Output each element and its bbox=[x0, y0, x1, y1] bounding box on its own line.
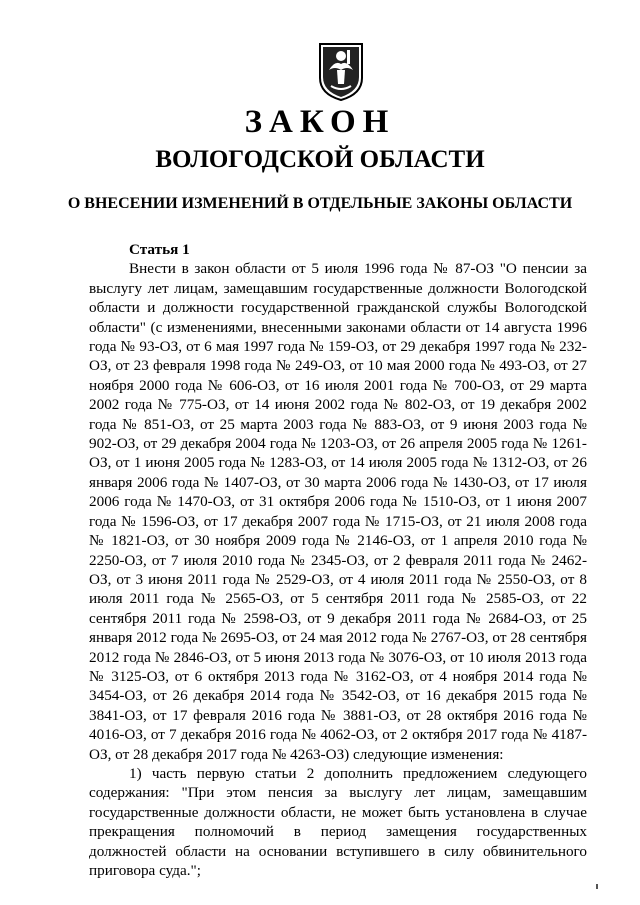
scan-mark bbox=[596, 884, 598, 889]
amendment-item: 1) часть первую статьи 2 дополнить предложением следующего содержания: "При этом пенсия за выслугу лет лицам, замещавшим государственные должности области, не может быть установлена в случае прекращения полномочий в период замещения государственных должностей области на основании вступившего в силу обвинительного приговора суда."; bbox=[89, 764, 587, 879]
article-paragraph: Внести в закон области от 5 июля 1996 года № 87-ОЗ "О пенсии за выслугу лет лицам, замещавшим государственные должности Вологодской области и должности государственной гражданской службы Вологодской области" (с изменениями, внесенными законами области от 14 августа 1996 года № 93-ОЗ, от 6 мая 1997 года № 159-ОЗ, от 29 декабря 1997 года № 232-ОЗ, от 23 февраля 1998 года № 249-ОЗ, от 10 мая 2000 года № 493-ОЗ, от 27 ноября 2000 года № 606-ОЗ, от 16 июля 2001 года № 700-ОЗ, от 29 марта 2002 года № 775-ОЗ, от 14 июня 2002 года № 802-ОЗ, от 19 декабря 2002 года № 851-ОЗ, от 25 марта 2003 года № 883-ОЗ, от 9 июня 2003 года № 902-ОЗ, от 29 декабря 2004 года № 1203-ОЗ, от 26 апреля 2005 года № 1261-ОЗ, от 1 июня 2005 года № 1283-ОЗ, от 14 июля 2005 года № 1312-ОЗ, от 26 января 2006 года № 1407-ОЗ, от 30 марта 2006 года № 1430-ОЗ, от 17 июля 2006 года № 1470-ОЗ, от 31 октября 2006 года № 1510-ОЗ, от 1 июня 2007 года № 1596-ОЗ, от 17 декабря 2007 года № 1715-ОЗ, от 21 июля 2008 года № 1821-ОЗ, от 30 ноября 2009 года № 2146-ОЗ, от 1 апреля 2010 года № 2250-ОЗ, от 7 июля 2010 года № 2345-ОЗ, от 2 февраля 2011 года № 2462-ОЗ, от 3 июня 2011 года № 2529-ОЗ, от 4 июля 2011 года № 2550-ОЗ, от 8 июля 2011 года № 2565-ОЗ, от 5 сентября 2011 года № 2585-ОЗ, от 22 сентября 2011 года № 2598-ОЗ, от 9 декабря 2011 года № 2684-ОЗ, от 25 января 2012 года № 2695-ОЗ, от 24 мая 2012 года № 2767-ОЗ, от 28 сентября 2012 года № 2846-ОЗ, от 5 июня 2013 года № 3076-ОЗ, от 10 июля 2013 года № 3125-ОЗ, от 6 октября 2013 года № 3162-ОЗ, от 4 ноября 2014 года № 3454-ОЗ, от 26 декабря 2014 года № 3542-ОЗ, от 16 декабря 2015 года № 3841-ОЗ, от 17 февраля 2016 года № 3881-ОЗ, от 28 октября 2016 года № 4016-ОЗ, от 7 декабря 2016 года № 4062-ОЗ, от 2 октября 2017 года № 4187-ОЗ, от 28 декабря 2017 года № 4263-ОЗ) следующие изменения: bbox=[89, 260, 587, 763]
document-body bbox=[89, 240, 587, 880]
document-subtitle: ВОЛОГОДСКОЙ ОБЛАСТИ bbox=[155, 146, 485, 173]
article-label: Статья 1 bbox=[129, 241, 190, 258]
document-title: ЗАКОН bbox=[244, 104, 396, 140]
coat-of-arms-icon bbox=[317, 40, 365, 102]
law-heading: О ВНЕСЕНИИ ИЗМЕНЕНИЙ В ОТДЕЛЬНЫЕ ЗАКОНЫ ОБЛАСТИ bbox=[67, 195, 573, 212]
